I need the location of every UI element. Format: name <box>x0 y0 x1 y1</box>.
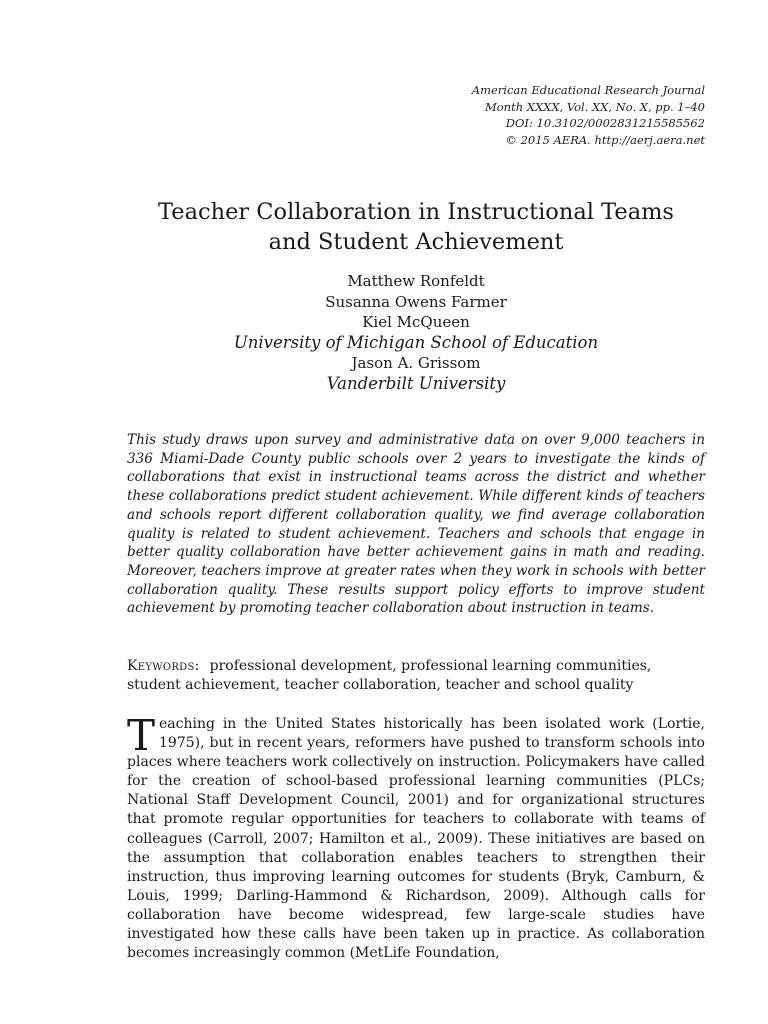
journal-name: American Educational Research Journal <box>471 83 705 97</box>
journal-header <box>305 82 705 148</box>
journal-doi: DOI: 10.3102/0002831215585562 <box>505 116 705 130</box>
keywords <box>127 657 705 695</box>
author-name: Jason A. Grissom <box>351 354 481 372</box>
journal-copyright: © 2015 AERA. http://aerj.aera.net <box>505 132 705 147</box>
title-line-2: and Student Achievement <box>268 229 564 255</box>
abstract: This study draws upon survey and administrative data on over 9,000 teachers in 336 Miami-Dade County public schools over 2 years to investigate the kinds of collaborations that exist in instructional teams across the district and whether these collaborations predict student achievement. While different kinds of teachers and schools report different collaboration quality, we find average collaboration quality is related to student achievement. Teachers and schools that engage in better quality collaboration have better achievement gains in math and reading. Moreover, teachers improve at greater rates when they work in schools with better collaboration quality. These results support policy efforts to improve student achievement by promoting teacher collaboration about instruction in teams. <box>127 432 705 617</box>
author-name: Susanna Owens Farmer <box>325 292 507 311</box>
author-affiliation: University of Michigan School of Education <box>233 332 599 352</box>
body-paragraph <box>127 711 705 963</box>
author-name: Kiel McQueen <box>362 313 470 331</box>
keywords-label: Keywords: <box>127 658 200 674</box>
author-name: Matthew Ronfeldt <box>347 272 485 290</box>
drop-cap: T <box>127 711 156 760</box>
journal-issue: Month XXXX, Vol. XX, No. X, pp. 1–40 <box>484 99 705 114</box>
author-affiliation: Vanderbilt University <box>326 373 506 393</box>
paper-title <box>127 197 705 257</box>
title-line-1: Teacher Collaboration in Instructional Teams <box>158 199 674 225</box>
paper-page <box>127 0 705 1024</box>
author-block <box>127 271 705 394</box>
keywords-text: professional development, professional learning communities, student achievement, teacher collaboration, teacher and school quality <box>127 658 652 693</box>
body-text: eaching in the United States historically has been isolated work (Lortie, 1975), but in recent years, reformers have pushed to transform schools into places where teachers work collectively on instruction. Policymakers have called for the creation of school-based professional learning communities (PLCs; National Staff Development Council, 2001) and for organizational structures that promote regular opportunities for teachers to collaborate with teams of colleagues (Carroll, 2007; Hamilton et al., 2009). These initiatives are based on the assumption that collaboration enables teachers to strengthen their instruction, thus improving learning outcomes for students (Bryk, Camburn, & Louis, 1999; Darling-Hammond & Richardson, 2009). Although calls for collaboration have become widespread, few large-scale studies have investigated how these calls have been taken up in practice. As collaboration becomes increasingly common (MetLife Foundation, <box>127 716 705 962</box>
